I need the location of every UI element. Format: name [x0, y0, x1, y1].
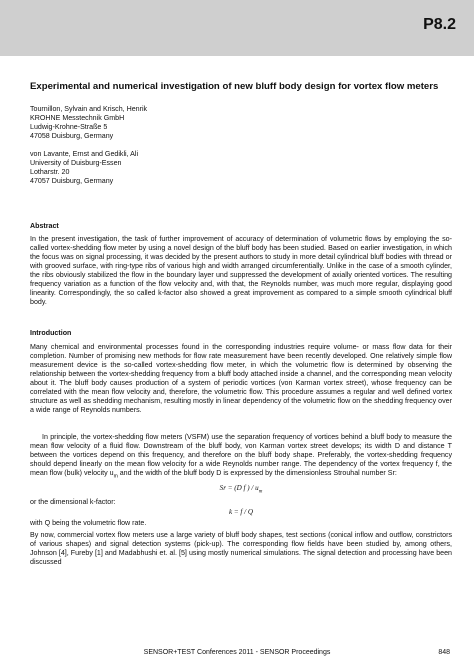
- flow-rate-note: with Q being the volumetric flow rate.: [30, 518, 147, 527]
- author-line: 47058 Duisburg, Germany: [30, 132, 114, 140]
- section-id: P8.2: [423, 16, 456, 33]
- abstract-heading: Abstract: [30, 222, 59, 230]
- strouhal-equation: [30, 484, 452, 496]
- author-block-2: [30, 150, 452, 186]
- author-line: Ludwig-Krohne-Straße 5: [30, 123, 108, 131]
- author-line: University of Duisburg-Essen: [30, 159, 122, 167]
- intro-paragraph-3: By now, commercial vortex flow meters use a large variety of bluff body shapes, test sections (conical inflow and outflow, constrictors of various shapes) and signal detection systems (pick-up). The corresponding flow fields have been studied by, among others, Johnson [4], Fureby [1] and Madabhushi et. al. [5] using mostly numerical simulations. The signal detection and processing have been discussed: [30, 530, 452, 566]
- strouhal-equation-text: Sr = (D f ) / u: [219, 484, 259, 493]
- author-line: Lotharstr. 20: [30, 168, 70, 176]
- velocity-subscript: m: [113, 473, 118, 480]
- header-bar: [0, 0, 474, 56]
- k-factor-intro: or the dimensional k-factor:: [30, 497, 116, 506]
- abstract-text: In the present investigation, the task of further improvement of accuracy of determination of volumetric flows by employing the so-called vortex-shedding flow meter by using a novel design of the bluff body has been studied. Based on earlier investigation, in which the focus was on signal processing, it was decided by the present authors to study in more detail cylindrical bluff bodies with thread or with grooved surface, with ring-type ribs of various high and width arranged circumferentially. Unlike in the case of a smooth cylinder, the ribs obviously stabilized the flow in the boundary layer und suppressed the development of axially oriented vortices. The resulting frequency variation as a function of the flow velocity and, with that, the Reynolds number, was much more regular, displaying good linearity. Correspondingly, the so called k-factor also showed a great improvement as compared to a simple smooth cylindrical bluff body.: [30, 235, 452, 306]
- k-factor-equation: k = f / Q: [228, 507, 254, 516]
- strouhal-equation-subscript: m: [258, 489, 263, 495]
- author-line: Tournillon, Sylvain and Krisch, Henrik: [30, 105, 148, 113]
- author-line: KROHNE Messtechnik GmbH: [30, 114, 125, 122]
- author-block-1: [30, 105, 452, 141]
- paper-content: [30, 81, 452, 567]
- author-line: 47057 Duisburg, Germany: [30, 177, 114, 185]
- introduction-heading: Introduction: [30, 329, 72, 337]
- intro-paragraph-2-text: In principle, the vortex-shedding flow meters (VSFM) use the separation frequency of vortices behind a bluff body to measure the mean flow velocity of a fluid flow. Downstream of the bluff body, von Karman vortex street develops; its width D and distance T between the vortices depend on this frequency, and therefore on the bluff body shape. Preferably, the vortex-shedding frequency should depend linearly on the mean flow velocity for a wide Reynolds number range. The dependency of the vortex frequency f, the mean flow (bulk) velocity u: [30, 433, 452, 477]
- author-line: von Lavante, Ernst and Gedikli, Ali: [30, 150, 139, 158]
- intro-paragraph-2-text-end: and the width of the bluff body D is expressed by the dimensionless Strouhal number Sr:: [117, 469, 397, 477]
- conference-name: SENSOR+TEST Conferences 2011 - SENSOR Proceedings: [143, 649, 331, 656]
- page-number: 848: [438, 649, 450, 656]
- paper-title: Experimental and numerical investigation of new bluff body design for vortex flow meters: [30, 81, 439, 92]
- intro-paragraph-2: [30, 433, 452, 481]
- intro-paragraph-1: Many chemical and environmental processes found in the corresponding industries require volume- or mass flow data for their completion. Number of promising new methods for flow rate measurement have been recently developed. One relatively simple flow measurement device is the so-called vortex-shedding flow meter, in which the volumetric flow is determined by observing the relationship between the vortex-shedding frequency from a bluff body attached inside a channel, and the corresponding mean velocity about it. The bluff body causes production of a system of periodic vortices (von Karman vortex street), whose frequency can be correlated with the mean flow velocity and, therefore, the volumetric flow. This procedure assumes a regular and well defined vortex structure as well as shedding mechanism, resulting mostly in linear dependency of the volumetric flow on the shedding frequency over a wide range of Reynolds numbers.: [30, 343, 452, 414]
